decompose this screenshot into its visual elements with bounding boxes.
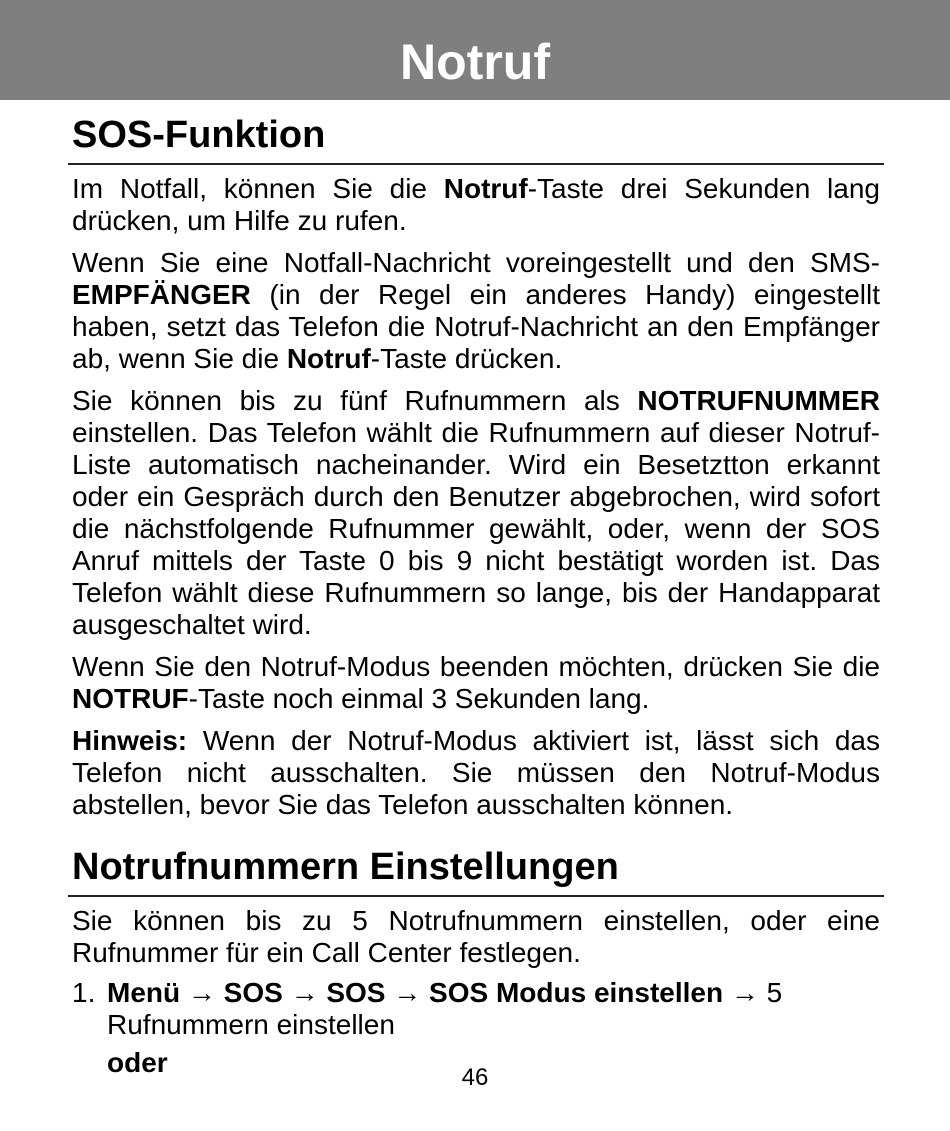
chapter-header xyxy=(0,0,950,100)
page-number: 46 xyxy=(461,1064,489,1091)
section-divider xyxy=(68,895,884,897)
paragraph-sos-intro: Im Notfall, können Sie die Notruf-Taste drei Sekunden lang drücken, um Hilfe zu rufen. xyxy=(72,173,880,236)
paragraph-hinweis: Hinweis: Wenn der Notruf-Modus aktiviert ist, lässt sich das Telefon nicht ausschalten. Sie müssen den Notruf-Modus abstellen, bevor Sie das Telefon ausschalten können. xyxy=(72,725,880,820)
paragraph-notrufnummern-intro: Sie können bis zu 5 Notrufnummern einstellen, oder eine Rufnummer für ein Call Center festlegen. xyxy=(72,905,880,968)
section-title-notrufnummern: Notrufnummern Einstellungen xyxy=(72,846,619,888)
paragraph-notrufnummer: Sie können bis zu fünf Rufnummern als NOTRUFNUMMER einstellen. Das Telefon wählt die Rufnummern auf dieser Notruf-Liste automatisch nacheinander. Wird ein Besetztton erkannt oder ein Gespräch durch den Benutzer abgebrochen, wird sofort die nächstfolgende Rufnummer gewählt, oder, wenn der SOS Anruf mittels der Taste 0 bis 9 nicht bestätigt worden ist. Das Telefon wählt diese Rufnummern so lange, bis der Handapparat ausgeschaltet wird. xyxy=(72,385,880,640)
page-content xyxy=(72,108,880,1079)
step-number: 1. xyxy=(72,977,96,1008)
step-oder: oder xyxy=(107,1047,168,1078)
step-menu-path: Menü → SOS → SOS → SOS Modus einstellen → 5 Rufnummern einstellen xyxy=(107,977,783,1040)
chapter-title: Notruf xyxy=(400,34,550,90)
section-title-sos-funktion: SOS-Funktion xyxy=(72,114,326,156)
section-divider xyxy=(68,163,884,165)
paragraph-sms-empfaenger: Wenn Sie eine Notfall-Nachricht voreingestellt und den SMS-EMPFÄNGER (in der Regel ein anderes Handy) eingestellt haben, setzt das Telefon die Notruf-Nachricht an den Empfänger ab, wenn Sie die Notruf-Taste drücken. xyxy=(72,247,880,374)
paragraph-notruf-beenden: Wenn Sie den Notruf-Modus beenden möchten, drücken Sie die NOTRUF-Taste noch einmal 3 Sekunden lang. xyxy=(72,651,880,714)
